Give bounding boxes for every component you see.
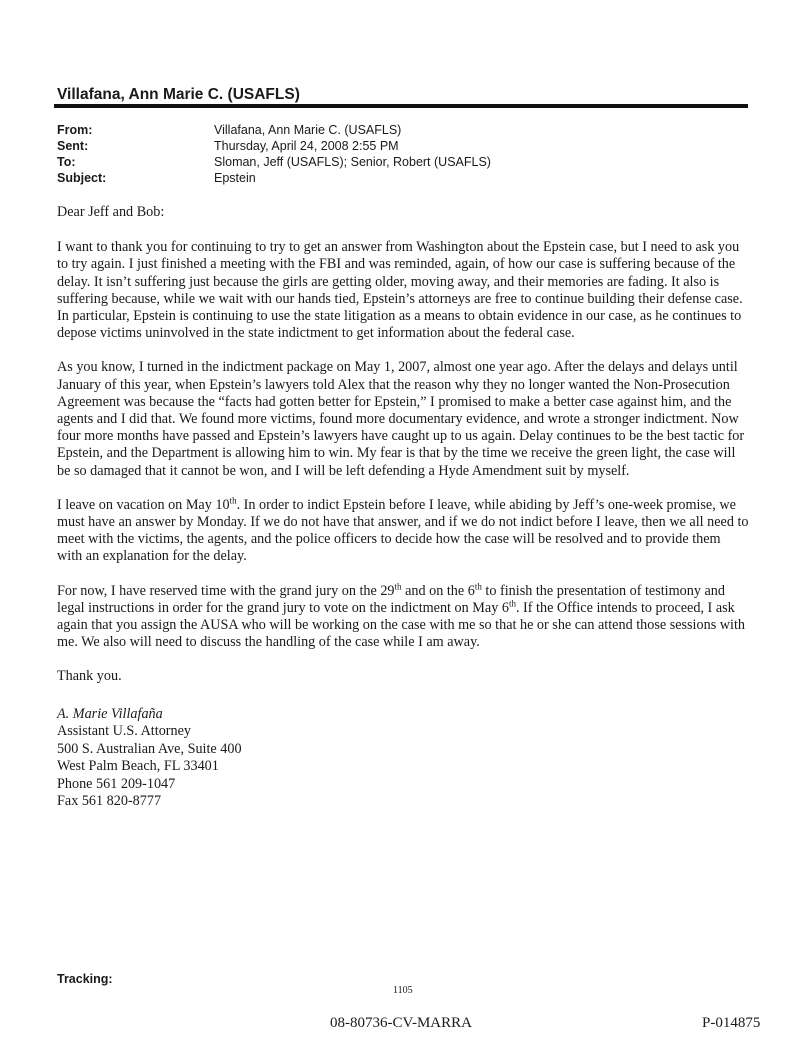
paragraph-4-text-b: and on the 6 (401, 582, 475, 599)
greeting: Dear Jeff and Bob: (57, 204, 165, 220)
case-number: 08-80736-CV-MARRA (330, 1015, 472, 1031)
to-row (57, 154, 491, 170)
signature-address-line-1: 500 S. Australian Ave, Suite 400 (57, 740, 242, 757)
email-body (57, 204, 749, 811)
sent-label: Sent: (57, 139, 89, 153)
sent-value: Thursday, April 24, 2008 2:55 PM (214, 139, 399, 153)
page-number: 1105 (393, 985, 413, 996)
subject-value: Epstein (214, 171, 256, 185)
signature-address-line-2: West Palm Beach, FL 33401 (57, 758, 219, 775)
paragraph-4-text-a: For now, I have reserved time with the grand jury on the 29 (57, 582, 395, 599)
bates-number: P-014875 (702, 1015, 761, 1031)
email-sender-header: Villafana, Ann Marie C. (USAFLS) (57, 86, 300, 103)
paragraph-4-text-d: . If the Office intends to proceed, I ask again that you assign the AUSA who will be working on the case with me so that he or she can attend those sessions with me. We also will need to discuss the handling of the case while I am away. (57, 599, 745, 651)
subject-label: Subject: (57, 171, 107, 185)
paragraph-4 (57, 580, 749, 652)
paragraph-1: I want to thank you for continuing to try to get an answer from Washington about the Epstein case, but I need to ask you to try again. I just finished a meeting with the FBI and was reminded, again, of how our case is suffering because of the delay. It isn’t suffering just because the girls are getting older, moving away, and their memories are fading. It also is suffering because, while we wait with our hands tied, Epstein’s attorneys are free to continue building their defense case. In particular, Epstein is continuing to use the state litigation as a means to obtain evidence in our case, as he continues to depose victims uninvolved in the state indictment to get information about the federal case. (57, 239, 743, 342)
signature-block (57, 706, 749, 811)
to-value: Sloman, Jeff (USAFLS); Senior, Robert (USAFLS) (214, 155, 491, 169)
closing: Thank you. (57, 668, 122, 685)
signature-fax: Fax 561 820-8777 (57, 793, 162, 810)
from-label: From: (57, 123, 93, 137)
ordinal-suffix: th (474, 580, 482, 591)
ordinal-suffix: th (394, 580, 402, 591)
from-row (57, 122, 491, 138)
paragraph-3 (57, 497, 749, 566)
signature-phone: Phone 561 209-1047 (57, 775, 176, 792)
tracking-label: Tracking: (57, 972, 113, 986)
ordinal-suffix: th (229, 495, 237, 506)
signature-title: Assistant U.S. Attorney (57, 723, 191, 740)
from-value: Villafana, Ann Marie C. (USAFLS) (214, 123, 402, 137)
paragraph-3-text-a: I leave on vacation on May 10 (57, 496, 230, 513)
ordinal-suffix: th (508, 598, 516, 609)
header-divider (54, 104, 748, 108)
signature-name: A. Marie Villafaña (57, 705, 163, 722)
paragraph-3-text-b: . In order to indict Epstein before I leave, while abiding by Jeff’s one-week promise, we must have an answer by Monday. If we do not have that answer, and if we do not indict before I leave, then we all need to meet with the victims, the agents, and the police officers to decide how the case will be resolved and to provide them with an explanation for the delay. (57, 496, 749, 565)
paragraph-4-text-c: to finish the presentation of testimony and legal instructions in order for the grand jury to vote on the indictment on May 6 (57, 582, 725, 616)
subject-row (57, 170, 491, 186)
sent-row (57, 138, 491, 154)
email-metadata (57, 122, 491, 186)
paragraph-2: As you know, I turned in the indictment package on May 1, 2007, almost one year ago. After the delays and delays until January of this year, when Epstein’s lawyers told Alex that the reason why they no longer wanted the Non-Prosecution Agreement was because the “facts had gotten better for Epstein,” I promised to make a better case against him, and the agents and I did that. We found more victims, found more documentary evidence, and wrote a stronger indictment. Now four more months have passed and Epstein’s lawyers have caught up to us again. Delay continues to be the best tactic for Epstein, and the Department is allowing him to win. My fear is that by the time we receive the green light, the case will be so damaged that it cannot be won, and I will be left defending a Hyde Amendment suit by myself. (57, 359, 745, 479)
to-label: To: (57, 155, 76, 169)
